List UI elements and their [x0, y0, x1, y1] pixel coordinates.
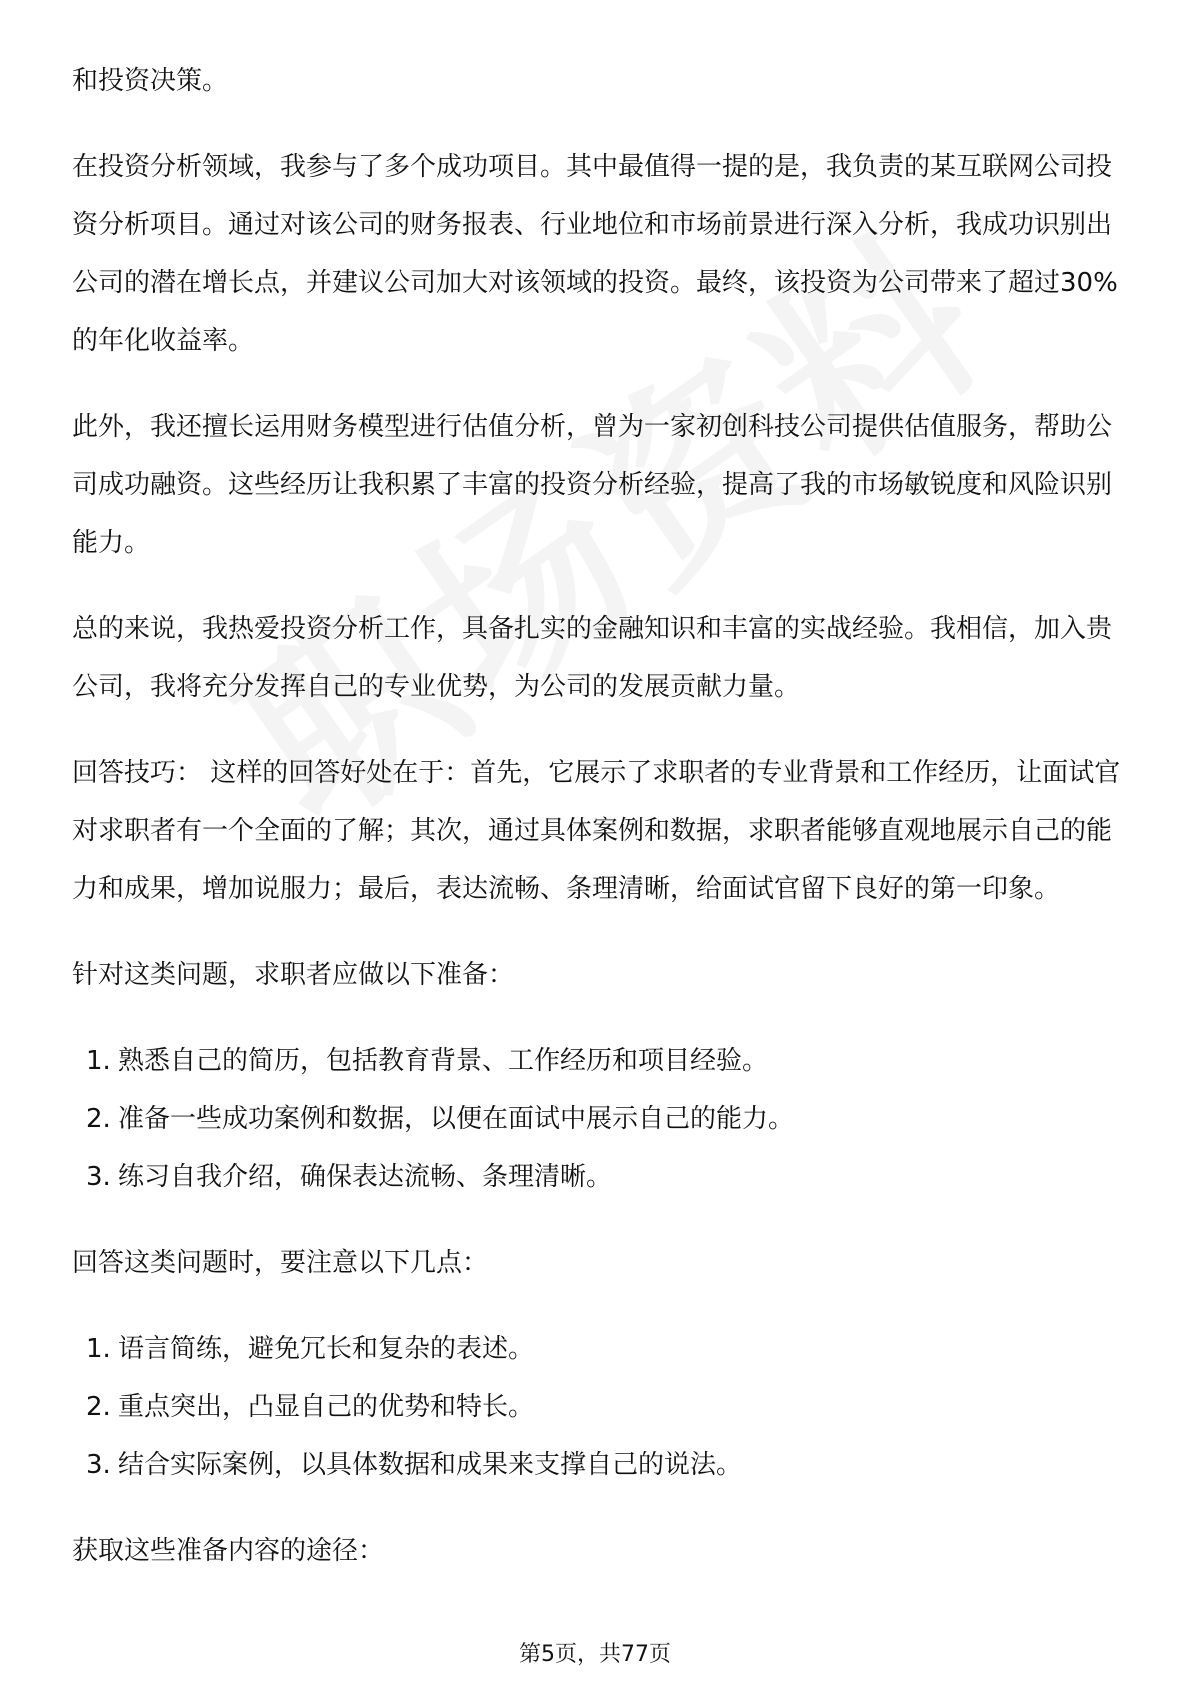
list-number: 3. — [86, 1162, 111, 1192]
list-item — [72, 1032, 1122, 1090]
paragraph-answer-tips: 回答技巧： 这样的回答好处在于：首先，它展示了求职者的专业背景和工作经历，让面试官对求职者有一个全面的了解；其次，通过具体案例和数据，求职者能够直观地展示自己的能力和成果，增加说服力；最后，表达流畅、条理清晰，给面试官留下良好的第一印象。 — [72, 758, 1121, 904]
list-text: 熟悉自己的简历，包括教育背景、工作经历和项目经验。 — [118, 1046, 769, 1076]
list-item — [72, 1320, 1122, 1378]
list-text: 结合实际案例，以具体数据和成果来支撑自己的说法。 — [118, 1450, 743, 1480]
notes-heading: 回答这类问题时，要注意以下几点： — [72, 1248, 489, 1278]
list-text: 语言简练，避免冗长和复杂的表述。 — [118, 1334, 535, 1364]
paragraph-summary: 总的来说，我热爱投资分析工作，具备扎实的金融知识和丰富的实战经验。我相信，加入贵公司，我将充分发挥自己的专业优势，为公司的发展贡献力量。 — [72, 614, 1113, 702]
notes-list — [72, 1320, 1122, 1494]
document-body — [72, 52, 1122, 1608]
list-item — [72, 1436, 1122, 1494]
prep-list — [72, 1032, 1122, 1206]
prep-heading: 针对这类问题，求职者应做以下准备： — [72, 960, 515, 990]
list-item — [72, 1378, 1122, 1436]
sources-heading: 获取这些准备内容的途径： — [72, 1536, 385, 1566]
page-footer: 第5页，共77页 — [519, 1642, 671, 1667]
list-item — [72, 1090, 1122, 1148]
list-text: 重点突出，凸显自己的优势和特长。 — [118, 1392, 535, 1422]
list-number: 2. — [86, 1392, 111, 1422]
paragraph-continuation: 和投资决策。 — [72, 66, 229, 96]
list-number: 3. — [86, 1450, 111, 1480]
list-number: 1. — [86, 1334, 111, 1364]
list-item — [72, 1148, 1122, 1206]
list-number: 2. — [86, 1104, 111, 1134]
list-number: 1. — [86, 1046, 111, 1076]
list-text: 准备一些成功案例和数据，以便在面试中展示自己的能力。 — [118, 1104, 795, 1134]
paragraph-project-experience: 在投资分析领域，我参与了多个成功项目。其中最值得一提的是，我负责的某互联网公司投资分析项目。通过对该公司的财务报表、行业地位和市场前景进行深入分析，我成功识别出公司的潜在增长点，并建议公司加大对该领域的投资。最终，该投资为公司带来了超过30%的年化收益率。 — [72, 152, 1118, 356]
paragraph-valuation-experience: 此外，我还擅长运用财务模型进行估值分析，曾为一家初创科技公司提供估值服务，帮助公司成功融资。这些经历让我积累了丰富的投资分析经验，提高了我的市场敏锐度和风险识别能力。 — [72, 412, 1113, 558]
list-text: 练习自我介绍，确保表达流畅、条理清晰。 — [118, 1162, 613, 1192]
